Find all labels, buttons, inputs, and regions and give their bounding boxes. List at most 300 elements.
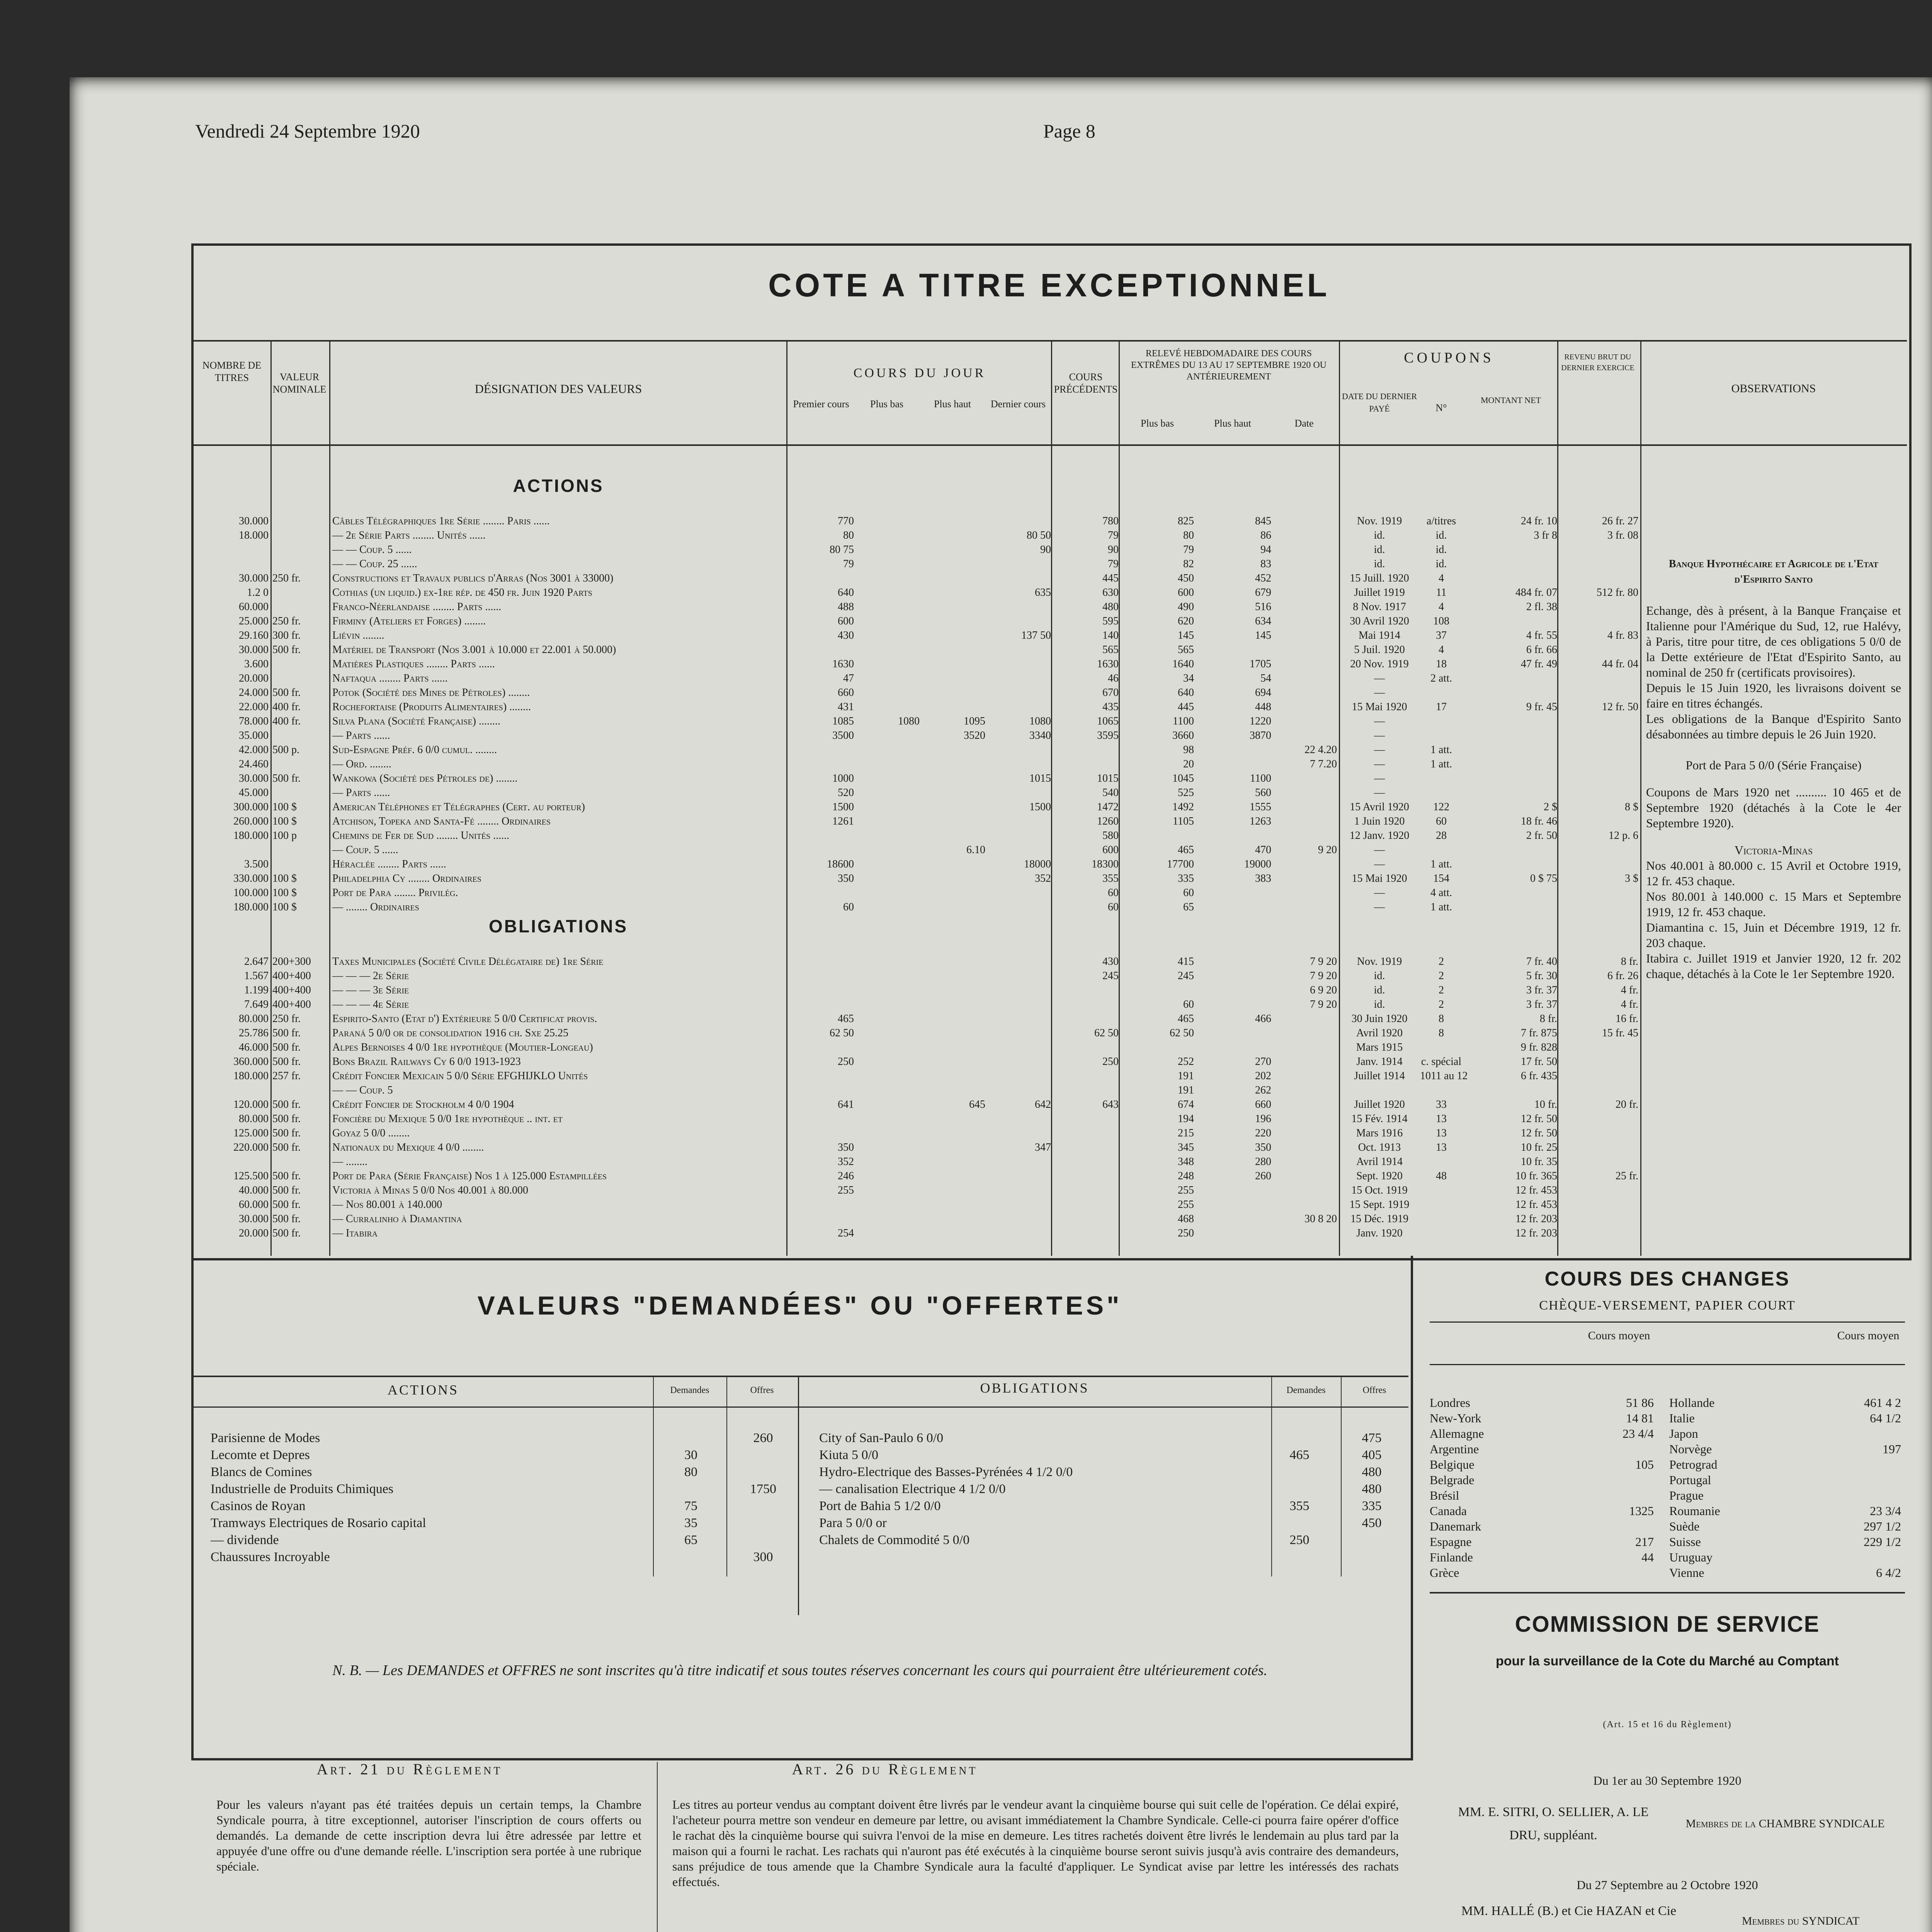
obs-echange: Echange, dès à présent, à la Banque Française et Italienne pour l'Amérique du Sud, 12, rue Halévy, à Paris, titre pour titre, de ces obligations 5 0/0 de la Dette extérieure de l'Etat d'Espirito Santo, au nominal de 250 fr (certificats provisoires). — [1646, 604, 1901, 679]
table-row — [195, 1112, 1640, 1126]
table-cell: Foncière du Mexique 5 0/0 1re hypothèque .. int. et — [332, 1113, 563, 1125]
table-cell: 20 — [1183, 758, 1194, 770]
table-cell: 34 — [1183, 672, 1194, 684]
table-cell: 465 — [1178, 844, 1194, 856]
table-cell: 40.000 — [239, 1184, 269, 1196]
dem-actions-list — [211, 1430, 798, 1566]
table-cell: 248 — [1178, 1170, 1194, 1182]
table-cell: 500 fr. — [272, 1141, 301, 1153]
table-cell: 6 fr. 66 — [1526, 644, 1557, 656]
table-cell: 355 — [1102, 872, 1119, 884]
col-observations: OBSERVATIONS — [1731, 382, 1816, 395]
currency-name: Roumanie — [1669, 1504, 1720, 1518]
table-cell: 80.000 — [239, 1113, 269, 1125]
actions-label: ACTIONS — [513, 476, 604, 496]
table-cell: Nov. 1919 — [1357, 515, 1402, 527]
table-cell: 430 — [1102, 956, 1119, 968]
list-item — [211, 1447, 798, 1464]
table-cell: 3 fr. 08 — [1607, 529, 1638, 541]
list-item — [1430, 1503, 1662, 1519]
table-cell: 600 — [1102, 844, 1119, 856]
table-cell: Mai 1914 — [1358, 629, 1401, 641]
table-cell: 79 — [1108, 529, 1119, 541]
table-cell: Juillet 1920 — [1354, 1099, 1405, 1111]
table-cell: 255 — [1178, 1199, 1194, 1211]
table-cell: 660 — [838, 687, 854, 699]
table-cell: Crédit Foncier de Stockholm 4 0/0 1904 — [332, 1099, 514, 1111]
table-cell: — Parts ...... — [332, 787, 390, 799]
table-cell: 100 p — [272, 830, 297, 842]
table-row — [195, 1054, 1640, 1069]
art26-title: Art. 26 du Règlement — [792, 1760, 978, 1778]
table-cell: — — [1374, 844, 1385, 856]
table-cell: 4 — [1439, 601, 1444, 613]
table-cell: Mars 1916 — [1356, 1127, 1403, 1139]
table-cell: 445 — [1178, 701, 1194, 713]
currency-name: New-York — [1430, 1411, 1481, 1425]
table-cell: — Parts ...... — [332, 730, 390, 742]
list-item — [1430, 1534, 1662, 1549]
dem-actions-head: ACTIONS — [387, 1382, 459, 1398]
table-cell: 452 — [1255, 572, 1271, 584]
table-cell: 645 — [969, 1099, 985, 1111]
table-cell: 6 9 20 — [1310, 984, 1337, 996]
table-cell: 120.000 — [233, 1099, 269, 1111]
table-cell: 400+400 — [272, 970, 311, 982]
currency-rate: 461 4 2 — [1864, 1396, 1901, 1410]
table-cell: 670 — [1102, 687, 1119, 699]
table-cell: 60.000 — [239, 1199, 269, 1211]
list-item — [1669, 1565, 1905, 1580]
table-cell: — — [1374, 715, 1385, 727]
list-item-label: Lecomte et Depres — [211, 1448, 310, 1462]
table-row — [195, 657, 1640, 671]
table-cell: 7 fr. 875 — [1520, 1027, 1557, 1039]
commission-title: COMMISSION DE SERVICE — [1515, 1612, 1820, 1637]
table-cell: 7 9 20 — [1310, 956, 1337, 968]
table-cell: Naftaqua ........ Parts ...... — [332, 672, 448, 684]
table-cell: 250 — [1178, 1227, 1194, 1239]
table-row — [195, 728, 1640, 743]
currency-rate: 105 — [1635, 1458, 1654, 1471]
table-cell: 46.000 — [239, 1041, 269, 1053]
table-cell: 6.10 — [966, 844, 985, 856]
table-cell: 1 att. — [1430, 858, 1452, 870]
table-cell: 448 — [1255, 701, 1271, 713]
table-cell: 1015 — [1097, 772, 1119, 784]
table-cell: 6 fr. 26 — [1607, 970, 1638, 982]
list-item-label: Hydro-Electrique des Basses-Pyrénées 4 1/2 0/0 — [819, 1465, 1073, 1479]
col-coupons: COUPONS — [1404, 350, 1494, 366]
table-cell: 435 — [1102, 701, 1119, 713]
page-date: Vendredi 24 Septembre 1920 — [195, 120, 420, 142]
table-row — [195, 557, 1640, 571]
list-item — [1669, 1549, 1905, 1565]
changes-head-right: Cours moyen — [1837, 1329, 1900, 1342]
table-cell: 60 — [1183, 887, 1194, 899]
col-designation: DÉSIGNATION DES VALEURS — [474, 382, 642, 396]
currency-name: Espagne — [1430, 1535, 1472, 1549]
table-cell: 202 — [1255, 1070, 1271, 1082]
col-r-bas: Plus bas — [1141, 418, 1174, 429]
list-item — [819, 1481, 1406, 1498]
list-item — [1669, 1395, 1905, 1410]
table-cell: American Téléphones et Télégraphes (Cert. au porteur) — [332, 801, 585, 813]
table-cell: 1 att. — [1430, 758, 1452, 770]
table-cell: 22.000 — [239, 701, 269, 713]
table-cell: 466 — [1255, 1013, 1271, 1025]
table-cell: 347 — [1035, 1141, 1051, 1153]
table-cell: 6 fr. 435 — [1520, 1070, 1557, 1082]
table-cell: 15 Mai 1920 — [1352, 701, 1407, 713]
list-item — [1430, 1441, 1662, 1457]
table-cell: 3.500 — [244, 858, 269, 870]
col-r-haut: Plus haut — [1214, 418, 1252, 429]
table-cell: 7 9 20 — [1310, 970, 1337, 982]
table-cell: Sept. 1920 — [1356, 1170, 1403, 1182]
table-cell: 79 — [1183, 544, 1194, 556]
table-row — [195, 714, 1640, 728]
table-row — [195, 843, 1640, 857]
obligations-label: OBLIGATIONS — [488, 916, 628, 936]
table-cell: 30.000 — [239, 1213, 269, 1225]
table-row — [195, 700, 1640, 714]
obs-itabira: Itabira c. Juillet 1919 et Janvier 1920, 12 fr. 202 chaque, détachés à la Cote le 1er Septembre 1920. — [1646, 951, 1901, 981]
table-cell: 660 — [1255, 1099, 1271, 1111]
obs-victoria-1: Nos 40.001 à 80.000 c. 15 Avril et Octobre 1919, 12 fr. 453 chaque. — [1646, 859, 1901, 888]
col-numero: N° — [1435, 402, 1447, 413]
table-cell: 3.600 — [244, 658, 269, 670]
table-cell: 1500 — [1029, 801, 1051, 813]
table-cell: — — [1374, 744, 1385, 756]
dem-demandes-head-2: Demandes — [1286, 1385, 1326, 1395]
table-cell: — — — 3e Série — [332, 984, 409, 996]
table-row — [195, 1097, 1640, 1112]
page-number: Page 8 — [1043, 120, 1095, 142]
table-cell: 694 — [1255, 687, 1271, 699]
table-cell: 8 fr. — [1539, 1013, 1557, 1025]
list-item-value: 450 — [1362, 1516, 1382, 1530]
table-cell: 20 Nov. 1919 — [1350, 658, 1409, 670]
list-item-value: 480 — [1362, 1482, 1382, 1496]
table-cell: 4 fr. 55 — [1526, 629, 1557, 641]
table-cell: 500 fr. — [272, 1227, 301, 1239]
table-cell: 400+400 — [272, 998, 311, 1010]
list-item-label: Chalets de Commodité 5 0/0 — [819, 1533, 970, 1547]
table-cell: 4 — [1439, 644, 1444, 656]
table-cell: 3500 — [832, 730, 854, 742]
commission-arts: (Art. 15 et 16 du Règlement) — [1603, 1719, 1732, 1730]
table-cell: 90 — [1040, 544, 1051, 556]
table-cell: 3 fr. 37 — [1526, 984, 1557, 996]
table-cell: 484 fr. 07 — [1515, 587, 1557, 599]
art21-title: Art. 21 du Règlement — [316, 1760, 503, 1778]
changes-rule — [1430, 1364, 1905, 1365]
list-item — [1669, 1503, 1905, 1519]
currency-rate: 6 4/2 — [1876, 1566, 1901, 1580]
list-item — [819, 1447, 1406, 1464]
table-cell: 18300 — [1092, 858, 1119, 870]
currency-rate: 229 1/2 — [1864, 1535, 1901, 1549]
table-row — [195, 814, 1640, 828]
table-cell: 28 — [1436, 830, 1447, 842]
obs-victoria-2: Nos 80.001 à 140.000 c. 15 Mars et Septembre 1919, 12 fr. 453 chaque. — [1646, 889, 1901, 919]
list-item-value: 260 — [753, 1431, 773, 1445]
table-cell: 565 — [1102, 644, 1119, 656]
table-cell: 490 — [1178, 601, 1194, 613]
table-cell: 100 $ — [272, 887, 297, 899]
table-cell: 2 fr. 50 — [1526, 830, 1557, 842]
table-cell: 1.199 — [244, 984, 269, 996]
table-cell: 94 — [1260, 544, 1271, 556]
table-row — [195, 886, 1640, 900]
header-top-rule — [194, 340, 1907, 342]
table-cell: — — [1374, 758, 1385, 770]
list-item-value: 250 — [1289, 1533, 1310, 1547]
table-cell: 8 Nov. 1917 — [1353, 601, 1406, 613]
table-cell: — — [1374, 687, 1385, 699]
table-cell: 3660 — [1172, 730, 1194, 742]
table-cell: 62 50 — [830, 1027, 854, 1039]
table-cell: 17 — [1436, 701, 1447, 713]
table-cell: 635 — [1035, 587, 1051, 599]
table-cell: 1260 — [1097, 815, 1119, 827]
col-date-dernier: DATE DU DERNIER PAYÉ — [1342, 391, 1417, 413]
table-row — [195, 800, 1640, 814]
table-cell: 250 fr. — [272, 1013, 301, 1025]
table-cell: 674 — [1178, 1099, 1194, 1111]
table-cell: Mars 1915 — [1356, 1041, 1403, 1053]
table-cell: 252 — [1178, 1056, 1194, 1068]
table-cell: 1 Juin 1920 — [1354, 815, 1405, 827]
list-item-label: Tramways Electriques de Rosario capital — [211, 1516, 426, 1530]
table-cell: 137 50 — [1021, 629, 1051, 641]
table-cell: 10 fr. 25 — [1520, 1141, 1557, 1153]
list-item — [211, 1464, 798, 1481]
currency-rate: 14 81 — [1626, 1411, 1654, 1425]
table-cell: Port de Para (Série Française) Nos 1 à 125.000 Estampillées — [332, 1170, 607, 1182]
table-cell: 500 fr. — [272, 1099, 301, 1111]
table-cell: Juillet 1914 — [1354, 1070, 1405, 1082]
table-row — [195, 600, 1640, 614]
table-cell: 400 fr. — [272, 715, 301, 727]
table-row — [195, 857, 1640, 871]
table-cell: 640 — [838, 587, 854, 599]
table-cell: 450 — [1178, 572, 1194, 584]
table-cell: 643 — [1102, 1099, 1119, 1111]
table-cell: Crédit Foncier Mexicain 5 0/0 Série EFGHIJKLO Unités — [332, 1070, 588, 1082]
table-cell: 78.000 — [239, 715, 269, 727]
changes-bottom-rule — [1430, 1592, 1905, 1594]
currency-name: Uruguay — [1669, 1550, 1713, 1564]
table-cell: 12 fr. 203 — [1515, 1227, 1557, 1239]
table-cell: 1080 — [1029, 715, 1051, 727]
table-cell: 145 — [1255, 629, 1271, 641]
table-cell: 82 — [1183, 558, 1194, 570]
table-cell: 9 fr. 45 — [1526, 701, 1557, 713]
table-cell: 9 20 — [1318, 844, 1337, 856]
table-cell: 15 Déc. 1919 — [1350, 1213, 1409, 1225]
table-cell: 642 — [1035, 1099, 1051, 1111]
table-row — [195, 1069, 1640, 1083]
table-cell: 15 Sept. 1919 — [1349, 1199, 1410, 1211]
table-cell: — ........ — [332, 1156, 367, 1168]
col-cours-jour: COURS DU JOUR — [853, 366, 986, 380]
table-cell: 79 — [843, 558, 854, 570]
table-cell: 25 fr. — [1615, 1170, 1638, 1182]
art26-text: Les titres au porteur vendus au comptant doivent être livrés par le vendeur avant la cinquième bourse qui suit celle de l'opération. Ce délai expiré, l'acheteur pourra mettre son vendeur en demeure par lettre, ou avisant immédiatement la Chambre Syndicale. Celle-ci pourra faire opérer d'office le rachat dès la cinquième bourse qui suivra l'envoi de la mise en demeure. Les titres rachetés doivent être livrés le lendemain au plus tard par la maison qui a fourni le rachat. Les rachats qui n'auront pas été exécutés à la cinquième bourse seront suivis jusqu'à avis contraire des demandeurs, sans préjudice de tous amende que la Chambre Syndicale aura la faculté d'appliquer. Le Syndicat avise par lettre les intéressés des rachats effectués. — [672, 1798, 1399, 1889]
table-cell: 254 — [838, 1227, 854, 1239]
table-cell: 2 — [1439, 998, 1444, 1010]
obs-banque: Banque Hypothécaire et Agricole de l'Etat d'Espirito Santo — [1668, 558, 1879, 585]
table-cell: 7 9 20 — [1310, 998, 1337, 1010]
table-cell: — — Coup. 5 — [332, 1084, 393, 1096]
table-row — [195, 685, 1640, 700]
table-cell: 350 — [1255, 1141, 1271, 1153]
table-cell: 4 fr. 83 — [1607, 629, 1638, 641]
table-row — [195, 743, 1640, 757]
demandees-rule — [194, 1406, 1408, 1408]
table-cell: 80 — [1183, 529, 1194, 541]
table-cell: 60 — [1183, 998, 1194, 1010]
table-row — [195, 969, 1640, 983]
table-cell: 5 fr. 30 — [1526, 970, 1557, 982]
currency-name: Italie — [1669, 1411, 1695, 1425]
table-cell: 640 — [1178, 687, 1194, 699]
table-cell: 60 — [1108, 901, 1119, 913]
table-cell: 86 — [1260, 529, 1271, 541]
table-cell: 30.000 — [239, 515, 269, 527]
table-cell: 2.647 — [244, 956, 269, 968]
list-item — [1430, 1395, 1662, 1410]
table-cell: 525 — [1178, 787, 1194, 799]
table-cell: 3 fr. 37 — [1526, 998, 1557, 1010]
table-cell: 90 — [1108, 544, 1119, 556]
table-cell: 7 7.20 — [1310, 758, 1337, 770]
table-cell: 83 — [1260, 558, 1271, 570]
table-cell: — — [1374, 858, 1385, 870]
table-cell: 1.2 0 — [247, 587, 269, 599]
table-cell: 48 — [1436, 1170, 1447, 1182]
table-cell: 10 fr. 35 — [1520, 1156, 1557, 1168]
table-row — [195, 1040, 1640, 1054]
currency-name: Grèce — [1430, 1566, 1459, 1580]
table-cell: 250 fr. — [272, 615, 301, 627]
commission-subtitle: pour la surveillance de la Cote du Marché au Comptant — [1496, 1654, 1839, 1668]
obs-port-para: Port de Para 5 0/0 (Série Française) — [1685, 758, 1862, 772]
table-cell: 565 — [1178, 644, 1194, 656]
table-cell: 100 $ — [272, 815, 297, 827]
dem-offres-head-2: Offres — [1362, 1385, 1386, 1395]
table-cell: Câbles Télégraphiques 1re Série ........ Paris ...... — [332, 515, 550, 527]
table-cell: 3595 — [1097, 730, 1119, 742]
table-cell: 345 — [1178, 1141, 1194, 1153]
table-cell: 80 75 — [830, 544, 854, 556]
table-cell: id. — [1374, 529, 1385, 541]
table-cell: 1011 au 12 — [1420, 1070, 1468, 1082]
list-item-value: 80 — [684, 1465, 697, 1479]
table-cell: Avril 1920 — [1356, 1027, 1403, 1039]
table-cell: 19000 — [1244, 858, 1271, 870]
list-item-value: 35 — [684, 1516, 697, 1530]
table-cell: 1220 — [1250, 715, 1271, 727]
list-item — [819, 1515, 1406, 1532]
table-cell: Port de Para ........ Privilég. — [332, 887, 458, 899]
table-cell: 1555 — [1250, 801, 1271, 813]
table-cell: — — Coup. 25 ...... — [332, 558, 417, 570]
obs-diamantina: Diamantina c. 15, Juin et Décembre 1919, 12 fr. 203 chaque. — [1646, 920, 1901, 950]
table-cell: 3340 — [1029, 730, 1051, 742]
table-cell: 348 — [1178, 1156, 1194, 1168]
commission-names1: MM. E. SITRI, O. SELLIER, A. LE DRU, suppléant. — [1458, 1805, 1649, 1842]
list-item — [211, 1549, 798, 1566]
table-cell: 100.000 — [233, 887, 269, 899]
list-item-label: City of San-Paulo 6 0/0 — [819, 1431, 944, 1445]
table-cell: 60 — [1436, 815, 1447, 827]
table-cell: 44 fr. 04 — [1602, 658, 1638, 670]
table-cell: 9 fr. 828 — [1520, 1041, 1557, 1053]
table-cell: 500 fr. — [272, 687, 301, 699]
table-cell: Cothias (un liquid.) ex-1re rép. de 450 fr. Juin 1920 Parts — [332, 587, 592, 599]
table-cell: Nationaux du Mexique 4 0/0 ........ — [332, 1141, 484, 1153]
table-cell: 25.786 — [239, 1027, 269, 1039]
table-cell: 512 fr. 80 — [1596, 587, 1638, 599]
table-cell: 8 — [1439, 1027, 1444, 1039]
table-cell: 1261 — [832, 815, 854, 827]
table-cell: 2 $ — [1544, 801, 1557, 813]
col-releve: RELEVÉ HEBDOMADAIRE DES COURS EXTRÊMES DU 13 AU 17 SEPTEMBRE 1920 OU ANTÉRIEUREMENT — [1131, 349, 1327, 382]
currency-rate: 297 1/2 — [1864, 1519, 1901, 1533]
changes-subtitle: CHÈQUE-VERSEMENT, PAPIER COURT — [1539, 1298, 1796, 1313]
table-cell: Matières Plastiques ........ Parts ...... — [332, 658, 495, 670]
table-cell: 145 — [1178, 629, 1194, 641]
table-cell: Constructions et Travaux publics d'Arras (Nos 3001 à 33000) — [332, 572, 614, 584]
table-cell: 1492 — [1172, 801, 1194, 813]
table-cell: 65 — [1183, 901, 1194, 913]
table-cell: 17700 — [1167, 858, 1194, 870]
list-item-label: Kiuta 5 0/0 — [819, 1448, 878, 1462]
table-row — [195, 900, 1640, 914]
table-cell: 1105 — [1173, 815, 1194, 827]
list-item — [211, 1430, 798, 1447]
dem-offres-head: Offres — [750, 1385, 774, 1395]
table-row — [195, 1155, 1640, 1169]
currency-name: Suède — [1669, 1519, 1700, 1533]
table-cell: 24.000 — [239, 687, 269, 699]
commission-period2: Du 27 Septembre au 2 Octobre 1920 — [1577, 1878, 1758, 1892]
currency-name: Belgrade — [1430, 1473, 1475, 1487]
table-row — [195, 585, 1640, 600]
table-cell: 250 fr. — [272, 572, 301, 584]
table-cell: 330.000 — [233, 872, 269, 884]
changes-title: COURS DES CHANGES — [1544, 1268, 1790, 1290]
table-cell: 352 — [838, 1156, 854, 1168]
table-cell: Paraná 5 0/0 or de consolidation 1916 ch. Sxe 25.25 — [332, 1027, 569, 1039]
table-row — [195, 983, 1640, 997]
table-row — [195, 514, 1640, 528]
list-item — [1669, 1472, 1905, 1488]
table-cell: — — [1374, 672, 1385, 684]
table-cell: — Coup. 5 ...... — [332, 844, 398, 856]
table-cell: id. — [1435, 544, 1447, 556]
table-cell: 60.000 — [239, 601, 269, 613]
table-cell: 60 — [1108, 887, 1119, 899]
table-cell: 11 — [1436, 587, 1447, 599]
table-cell: 500 p. — [272, 744, 299, 756]
table-cell: 2 — [1439, 956, 1444, 968]
table-cell: 465 — [838, 1013, 854, 1025]
currency-rate: 64 1/2 — [1870, 1411, 1901, 1425]
